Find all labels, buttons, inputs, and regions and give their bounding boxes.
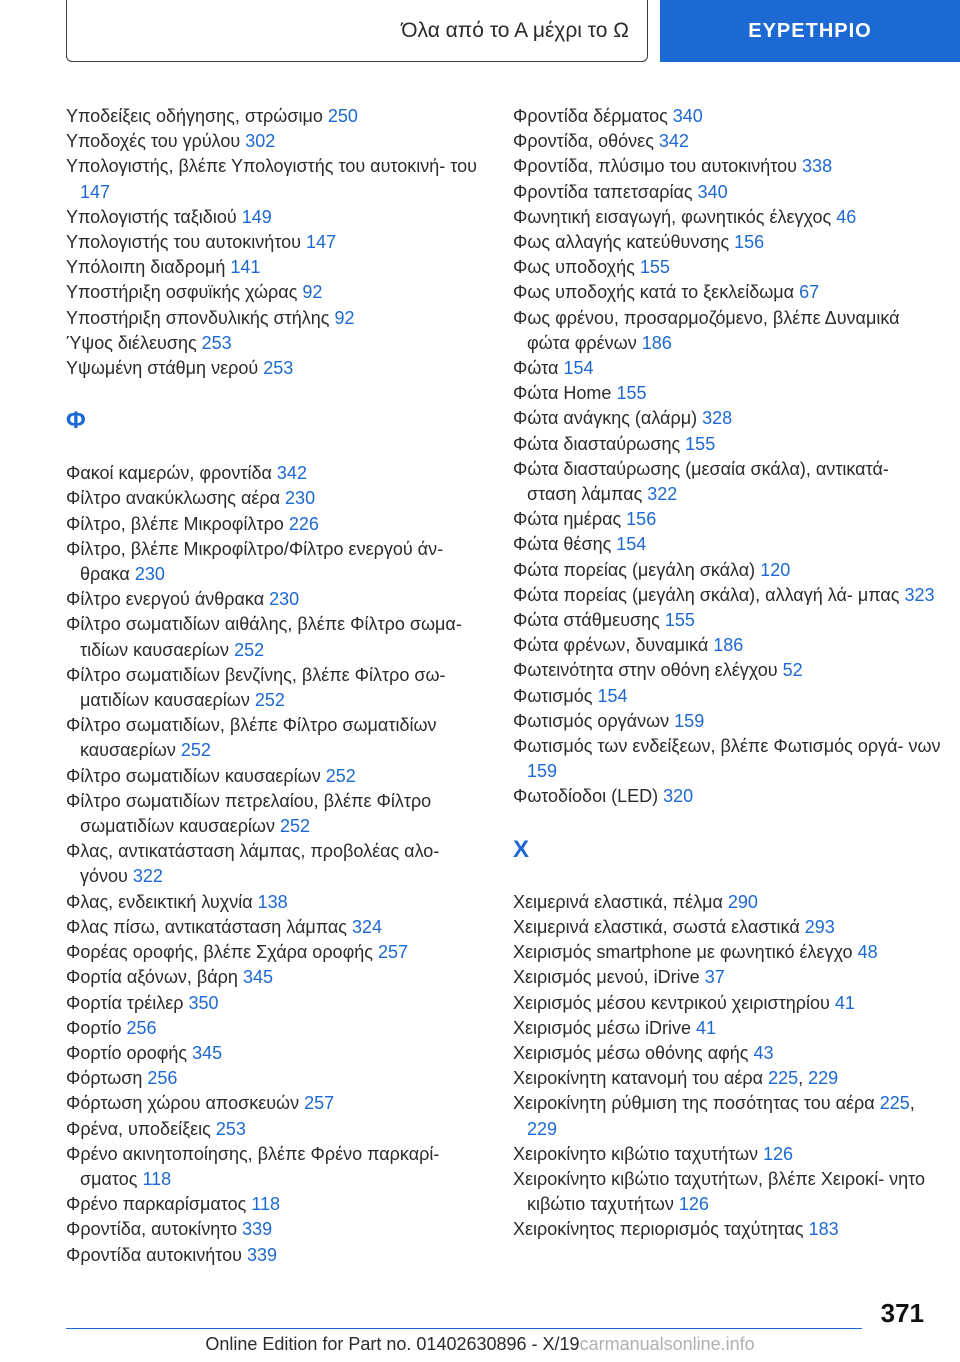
index-entry-term: Φίλτρο σωματιδίων πετρελαίου, βλέπε Φίλτρο σωματιδίων καυσαερίων (66, 790, 432, 837)
index-entry (513, 991, 943, 1016)
index-entry (513, 890, 943, 915)
index-entry-term: Φακοί καμερών, φροντίδα (66, 463, 272, 484)
index-entry-term: Φόρτωση χώρου αποσκευών (66, 1093, 300, 1114)
index-entry (513, 280, 943, 305)
index-entry (66, 789, 486, 839)
index-entry-term: Φωτεινότητα στην οθόνη ελέγχου (513, 660, 778, 681)
page-link[interactable]: 159 (527, 761, 558, 782)
index-entry (66, 1217, 486, 1242)
index-entry-term: Φορτίο οροφής (66, 1042, 188, 1063)
page-link[interactable]: 186 (641, 332, 672, 353)
index-entry-term: Φωτοδίοδοι (LED) (513, 786, 659, 807)
index-entry (513, 1041, 943, 1066)
index-entry-term: Φορτίο (66, 1017, 122, 1038)
index-entry-term: Χειρισμός smartphone με φωνητικό έλεγχο (513, 942, 853, 963)
breadcrumb: Όλα από το Α μέχρι το Ω (401, 18, 629, 42)
index-entry (66, 461, 486, 486)
page-link[interactable]: 345 (192, 1042, 223, 1063)
index-entry-term: Φώτα (513, 358, 559, 379)
index-entry (513, 457, 943, 507)
index-entry (513, 784, 943, 809)
index-entry-term: Φίλτρο σωματιδίων αιθάλης, βλέπε Φίλτρο σωμα‐ τιδίων καυσαερίων (66, 614, 462, 660)
index-entry (66, 1066, 486, 1091)
page-link[interactable]: 92 (334, 307, 355, 328)
index-entry-term: Υποδείξεις οδήγησης, στρώσιμο (66, 106, 323, 126)
page-link[interactable]: 46 (836, 206, 857, 227)
footer-divider (66, 1328, 862, 1329)
index-entry-term: Φροντίδα ταπετσαρίας (513, 181, 693, 202)
index-entry-term: Φρένα, υποδείξεις (66, 1118, 211, 1139)
page-link[interactable]: 340 (697, 181, 728, 202)
page-link[interactable]: 126 (678, 1194, 709, 1215)
page-link[interactable]: 338 (802, 156, 833, 177)
index-entry (513, 734, 943, 784)
index-entry (513, 1142, 943, 1167)
index-entry (66, 915, 486, 940)
index-entry (66, 1117, 486, 1142)
index-entry (513, 406, 943, 431)
page-link[interactable]: 154 (563, 358, 594, 379)
index-entry-term: Φλας, ενδεικτική λυχνία (66, 891, 253, 912)
index-entry (513, 558, 943, 583)
page-link[interactable]: 342 (658, 131, 689, 152)
page-link[interactable]: 323 (904, 584, 935, 605)
page-link[interactable]: 328 (702, 408, 733, 429)
page-link[interactable]: 41 (834, 992, 855, 1013)
page-link[interactable]: 252 (280, 816, 311, 837)
index-entry (513, 658, 943, 683)
page-link[interactable]: 257 (377, 942, 408, 963)
index-entry (66, 255, 486, 280)
index-entry-term: Φίλτρο ανακύκλωσης αέρα (66, 488, 281, 509)
section-letter: Χ (513, 835, 530, 863)
page-link[interactable]: 290 (727, 891, 758, 912)
page-link[interactable]: 155 (616, 383, 647, 404)
page-link[interactable]: 48 (857, 942, 878, 963)
page-link[interactable]: 230 (285, 488, 316, 509)
footer-edition: Online Edition for Part no. 01402630896 - X/19 (205, 1334, 580, 1354)
index-entry (66, 1142, 486, 1192)
index-entry-term: Χειμερινά ελαστικά, σωστά ελαστικά (513, 916, 800, 937)
index-entry (66, 104, 486, 129)
index-entry-term: Υπολογιστής του αυτοκινήτου (66, 232, 302, 253)
page-link[interactable]: 149 (241, 206, 272, 227)
page-link[interactable]: 229 (527, 1118, 558, 1139)
index-entry (513, 915, 943, 940)
page-link[interactable]: 43 (753, 1042, 774, 1063)
index-entry-term: Φροντίδα δέρματος (513, 106, 668, 126)
index-entry-term: Χειροκίνητη κατανομή του αέρα (513, 1068, 764, 1089)
index-entry (66, 1016, 486, 1041)
index-entry (513, 1016, 943, 1041)
page-link[interactable]: 118 (251, 1194, 281, 1215)
page-link[interactable]: 322 (647, 484, 678, 505)
index-entry-term: Φίλτρο σωματιδίων, βλέπε Φίλτρο σωματιδίων καυσαερίων (66, 715, 437, 761)
index-entry-term: Χειροκίνητο κιβώτιο ταχυτήτων, βλέπε Χειροκί‐ νητο κιβώτιο ταχυτήτων (513, 1168, 925, 1215)
index-entry-term: Φώτα ημέρας (513, 509, 622, 530)
page-link[interactable]: 345 (242, 967, 273, 988)
page-link[interactable]: 230 (269, 589, 300, 610)
index-entry (66, 1243, 486, 1268)
index-entry (513, 1167, 943, 1217)
index-entry-term: Υπολογιστής, βλέπε Υπολογιστής του αυτοκινή‐ του (66, 156, 478, 177)
page-link[interactable]: 183 (808, 1219, 839, 1240)
index-entry-term: Υποστήριξη σπονδυλικής στήλης (66, 307, 330, 328)
index-entry-term: Φορτία τρέιλερ (66, 992, 184, 1013)
breadcrumb-tab[interactable] (66, 0, 648, 62)
index-entry (513, 507, 943, 532)
index-entry (66, 940, 486, 965)
index-entry-term: Φίλτρο σωματιδίων καυσαερίων (66, 765, 321, 786)
page-link[interactable]: 230 (134, 564, 165, 585)
index-entry (513, 381, 943, 406)
index-entry (66, 839, 486, 889)
index-entry (513, 583, 943, 608)
index-entry (66, 205, 486, 230)
page-link[interactable]: 92 (302, 282, 323, 303)
index-entry (513, 230, 943, 255)
index-entry-term: Φώτα πορείας (μεγάλη σκάλα), αλλαγή λά‐ μπας (513, 584, 900, 605)
page-link[interactable]: 52 (782, 660, 803, 681)
page-link[interactable]: 126 (763, 1143, 794, 1164)
index-entry (513, 633, 943, 658)
index-entry (513, 104, 943, 129)
index-entry-term: Χειρισμός μέσω iDrive (513, 1017, 691, 1038)
index-entry (513, 709, 943, 734)
page-link[interactable]: 252 (325, 765, 356, 786)
index-entry (66, 663, 486, 713)
page-link[interactable]: 293 (804, 916, 835, 937)
index-entry-term: Φως υποδοχής (513, 257, 635, 278)
index-entry-term: Φίλτρο, βλέπε Μικροφίλτρο (66, 513, 284, 534)
page-link[interactable]: 250 (327, 106, 358, 126)
index-entry (66, 713, 486, 763)
index-entry: Χειροκίνητη ρύθμιση της ποσότητας του αέρα 225, 229 (513, 1093, 915, 1139)
index-entry (513, 154, 943, 179)
index-entry-term: Χειροκίνητος περιορισμός ταχύτητας (513, 1219, 804, 1240)
index-entry-term: Φροντίδα, πλύσιμο του αυτοκινήτου (513, 156, 798, 177)
page-link[interactable]: 252 (254, 690, 285, 711)
page-link[interactable]: 302 (245, 131, 276, 152)
index-entry-term: Φώτα πορείας (μεγάλη σκάλα) (513, 559, 756, 580)
index-entry-term: Υψωμένη στάθμη νερού (66, 358, 259, 379)
index-column-left (66, 104, 486, 1268)
index-entry (513, 306, 943, 356)
index-entry (66, 537, 486, 587)
index-entry (66, 764, 486, 789)
index-entry-term: Φορέας οροφής, βλέπε Σχάρα οροφής (66, 942, 373, 963)
index-entry-term: Φρένο παρκαρίσματος (66, 1194, 247, 1215)
index-entry (513, 180, 943, 205)
index-tab[interactable] (660, 0, 960, 62)
page-link[interactable]: 252 (234, 639, 265, 660)
page-number: 371 (880, 1298, 924, 1328)
index-entry-term: Φώτα φρένων, δυναμικά (513, 635, 709, 656)
index-entry-term: Χειμερινά ελαστικά, πέλμα (513, 891, 723, 912)
index-entry (513, 1217, 943, 1242)
page-link[interactable]: 138 (257, 891, 288, 912)
page-link[interactable]: 253 (263, 358, 294, 379)
page-link[interactable]: 147 (80, 181, 111, 202)
index-entry-term: Ύψος διέλευσης (66, 332, 197, 353)
index-entry-term: Φώτα ανάγκης (αλάρμ) (513, 408, 698, 429)
index-entry (66, 306, 486, 331)
index-entry-term: Υποδοχές του γρύλου (66, 131, 241, 152)
page-link[interactable]: 118 (142, 1168, 172, 1189)
index-column-right (513, 104, 943, 1243)
index-entry (513, 684, 943, 709)
page-link[interactable]: 159 (674, 710, 705, 731)
index-entry (66, 991, 486, 1016)
index-entry-term: Φροντίδα, αυτοκίνητο (66, 1219, 238, 1240)
page-link[interactable]: 41 (696, 1017, 717, 1038)
index-entry (513, 532, 943, 557)
page-link[interactable]: 252 (180, 740, 211, 761)
index-entry-term: Φορτία αξόνων, βάρη (66, 967, 238, 988)
page-link[interactable]: 342 (276, 463, 307, 484)
index-entry-term: Φωτισμός (513, 685, 593, 706)
index-entry (66, 512, 486, 537)
index-entry-term: Φλας, αντικατάσταση λάμπας, προβολέας αλο‐ γόνου (66, 841, 440, 887)
index-entry (513, 255, 943, 280)
index-entry (66, 356, 486, 381)
page-link[interactable]: 120 (760, 559, 791, 580)
page-link[interactable]: 155 (664, 610, 695, 631)
page-link[interactable]: 229 (808, 1068, 839, 1089)
index-entry-term: Φωνητική εισαγωγή, φωνητικός έλεγχος (513, 206, 832, 227)
page-link[interactable]: 147 (306, 232, 337, 253)
page-link[interactable]: 253 (215, 1118, 246, 1139)
footer (0, 1334, 960, 1355)
index-entry-term: Φίλτρο σωματιδίων βενζίνης, βλέπε Φίλτρο σω‐ ματιδίων καυσαερίων (66, 664, 446, 711)
index-entry-term: Χειροκίνητη ρύθμιση της ποσότητας του αέρα (513, 1093, 875, 1114)
index-entry (66, 890, 486, 915)
index-entry (66, 612, 486, 662)
index-entry (513, 129, 943, 154)
index-entry (513, 432, 943, 457)
page-link[interactable]: 67 (799, 282, 820, 303)
index-entry (513, 205, 943, 230)
page-link[interactable]: 154 (597, 685, 628, 706)
index-entry (66, 230, 486, 255)
index-entry-term: Υποστήριξη οσφυϊκής χώρας (66, 282, 298, 303)
page-link[interactable]: 256 (147, 1068, 178, 1089)
index-entry (66, 486, 486, 511)
page-link[interactable]: 320 (663, 786, 694, 807)
index-entry-term: Φροντίδα αυτοκινήτου (66, 1244, 242, 1265)
index-entry (66, 280, 486, 305)
index-entry-term: Φλας πίσω, αντικατάσταση λάμπας (66, 916, 347, 937)
index-entry (66, 129, 486, 154)
page-link[interactable]: 155 (639, 257, 670, 278)
index-entry-term: Υπόλοιπη διαδρομή (66, 257, 226, 278)
page-link[interactable]: 156 (734, 232, 765, 253)
index-entry (66, 1041, 486, 1066)
page-link[interactable]: 350 (188, 992, 219, 1013)
page-link[interactable]: 37 (704, 967, 725, 988)
index-entry (513, 965, 943, 990)
page-link[interactable]: 225 (768, 1068, 799, 1089)
index-entry-term: Υπολογιστής ταξιδιού (66, 206, 237, 227)
page-link[interactable]: 256 (126, 1017, 157, 1038)
page-link[interactable]: 340 (672, 106, 703, 126)
index-entry (66, 154, 486, 204)
page-link[interactable]: 186 (713, 635, 744, 656)
page-link[interactable]: 324 (351, 916, 383, 937)
page-link[interactable]: 155 (685, 433, 716, 454)
page-link[interactable]: 226 (288, 513, 319, 534)
index-entry-term: Φροντίδα, οθόνες (513, 131, 654, 152)
page-link[interactable]: 339 (242, 1219, 273, 1240)
index-entry (66, 1192, 486, 1217)
index-entry-term: Φώτα θέσης (513, 534, 612, 555)
index-entry-term: Φίλτρο, βλέπε Μικροφίλτρο/Φίλτρο ενεργού άν‐ θρακα (66, 538, 444, 585)
page-link[interactable]: 141 (230, 257, 261, 278)
index-entry-term: Φόρτωση (66, 1068, 143, 1089)
index-entry-term: Φώτα στάθμευσης (513, 610, 660, 631)
index-entry-term: Φώτα διασταύρωσης (μεσαία σκάλα), αντικατά‐ σταση λάμπας (513, 458, 889, 505)
index-entry-term: Φρένο ακινητοποίησης, βλέπε Φρένο παρκαρί‐ σματος (66, 1143, 440, 1189)
index-entry-term: Φίλτρο ενεργού άνθρακα (66, 589, 265, 610)
index-entry-term: Φωτισμός οργάνων (513, 710, 670, 731)
index-entry-term: Φως αλλαγής κατεύθυνσης (513, 232, 730, 253)
index-entry: Χειροκίνητη κατανομή του αέρα 225, 229 (513, 1068, 839, 1089)
page-link[interactable]: 156 (626, 509, 657, 530)
index-entry-term: Φως υποδοχής κατά το ξεκλείδωμα (513, 282, 795, 303)
page-link[interactable]: 322 (132, 866, 163, 887)
page-link[interactable]: 253 (201, 332, 232, 353)
index-entry-term: Φωτισμός των ενδείξεων, βλέπε Φωτισμός οργά‐ νων (513, 736, 941, 757)
index-entry (66, 587, 486, 612)
index-entry-term: Χειρισμός μέσω οθόνης αφής (513, 1042, 749, 1063)
index-entry (66, 331, 486, 356)
index-entry (66, 1091, 486, 1116)
index-entry (66, 965, 486, 990)
index-entry-term: Φως φρένου, προσαρμοζόμενο, βλέπε Δυναμικά φώτα φρένων (513, 307, 900, 353)
index-entry-term: Χειροκίνητο κιβώτιο ταχυτήτων (513, 1143, 759, 1164)
index-entry-term: Φώτα διασταύρωσης (513, 433, 681, 454)
page-link[interactable]: 339 (247, 1244, 278, 1265)
index-entry-term: Χειρισμός μενού, iDrive (513, 967, 700, 988)
index-entry (513, 608, 943, 633)
page-link[interactable]: 257 (304, 1093, 335, 1114)
index-entry (513, 356, 943, 381)
section-letter: Φ (66, 407, 86, 435)
page-link[interactable]: 154 (616, 534, 647, 555)
index-entry-term: Χειρισμός μέσου κεντρικού χειριστηρίου (513, 992, 830, 1013)
index-entry (513, 940, 943, 965)
footer-watermark: carmanualsonline.info (579, 1334, 755, 1354)
index-tab-label: ΕΥΡΕΤΗΡΙΟ (748, 19, 872, 42)
index-entry-term: Φώτα Home (513, 383, 612, 404)
page-link[interactable]: 225 (879, 1093, 910, 1114)
